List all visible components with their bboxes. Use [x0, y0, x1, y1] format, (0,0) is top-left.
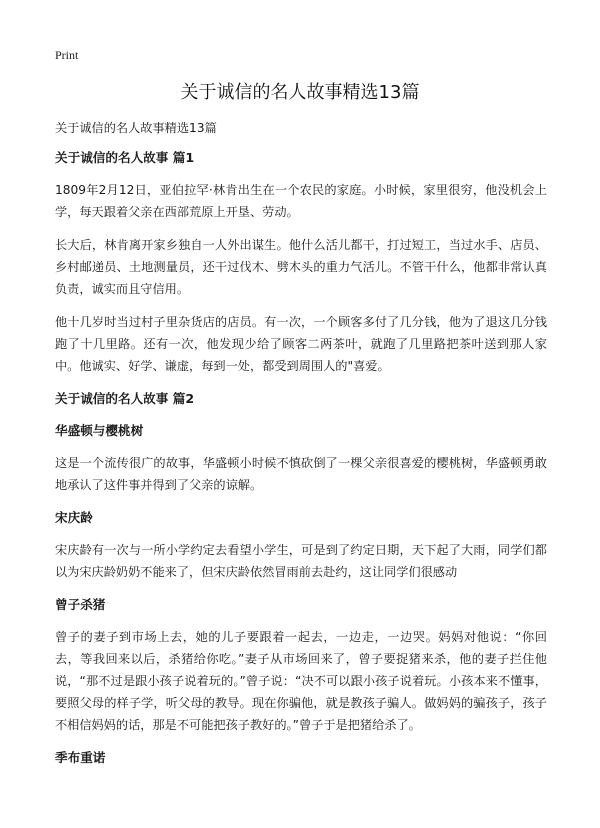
story-text-washington: 这是一个流传很广的故事，华盛顿小时候不慎砍倒了一棵父亲很喜爱的樱桃树，华盛顿勇敢地承认了这件事并得到了父亲的谅解。	[55, 456, 547, 492]
story-heading-washington: 华盛顿与樱桃树	[55, 423, 144, 438]
paragraph: 长大后，林肯离开家乡独自一人外出谋生。他什么活儿都干，打过短工，当过水手、店员、乡村邮递员、土地测量员，还干过伐木、劈木头的重力气活儿。不管干什么，他都非常认真负责，诚实而且守信用。	[55, 238, 547, 296]
paragraph: 他十几岁时当过村子里杂货店的店员。有一次，一个顾客多付了几分钱，他为了退这几分钱跑了十几里路。还有一次，他发现少给了顾客二两茶叶，就跑了几里路把茶叶送到那人家中。他诚实、好学、谦虚，每到一处，都受到周围人的"喜爱。	[55, 315, 547, 373]
story-heading-zengzi: 曾子杀猪	[55, 597, 106, 612]
story-text-song-qingling: 宋庆龄有一次与一所小学约定去看望小学生，可是到了约定日期，天下起了大雨，同学们都以为宋庆龄奶奶不能来了，但宋庆龄依然冒雨前去赴约，这让同学们很感动	[55, 543, 547, 579]
section-heading-part2: 关于诚信的名人故事 篇2	[55, 391, 195, 406]
story-heading-song-qingling: 宋庆龄	[55, 510, 93, 525]
print-link[interactable]: Print	[55, 48, 79, 62]
paragraph: 1809年2月12日，亚伯拉罕·林肯出生在一个农民的家庭。小时候，家里很穷，他没机会上学，每天跟着父亲在西部荒原上开垦、劳动。	[55, 183, 547, 219]
document-body	[55, 117, 547, 779]
document-title: 关于诚信的名人故事精选13篇	[180, 82, 420, 103]
section-heading-part1: 关于诚信的名人故事 篇1	[55, 150, 195, 165]
story-text-zengzi: 曾子的妻子到市场上去，她的儿子要跟着一起去，一边走，一边哭。妈妈对他说：“你回去，等我回来以后，杀猪给你吃。”妻子从市场回来了，曾子要捉猪来杀，他的妻子拦住他说，“那不过是跟小孩子说着玩的。”曾子说：“决不可以跟小孩子说着玩。小孩本来不懂事，要照父母的样子学，听父母的教导。现在你骗他，就是教孩子骗人。做妈妈的骗孩子，孩子不相信妈妈的话，那是不可能把孩子教好的。”曾子于是把猪给杀了。	[55, 630, 547, 732]
story-heading-jibu: 季布重诺	[55, 750, 106, 765]
document-subtitle: 关于诚信的名人故事精选13篇	[55, 121, 217, 135]
